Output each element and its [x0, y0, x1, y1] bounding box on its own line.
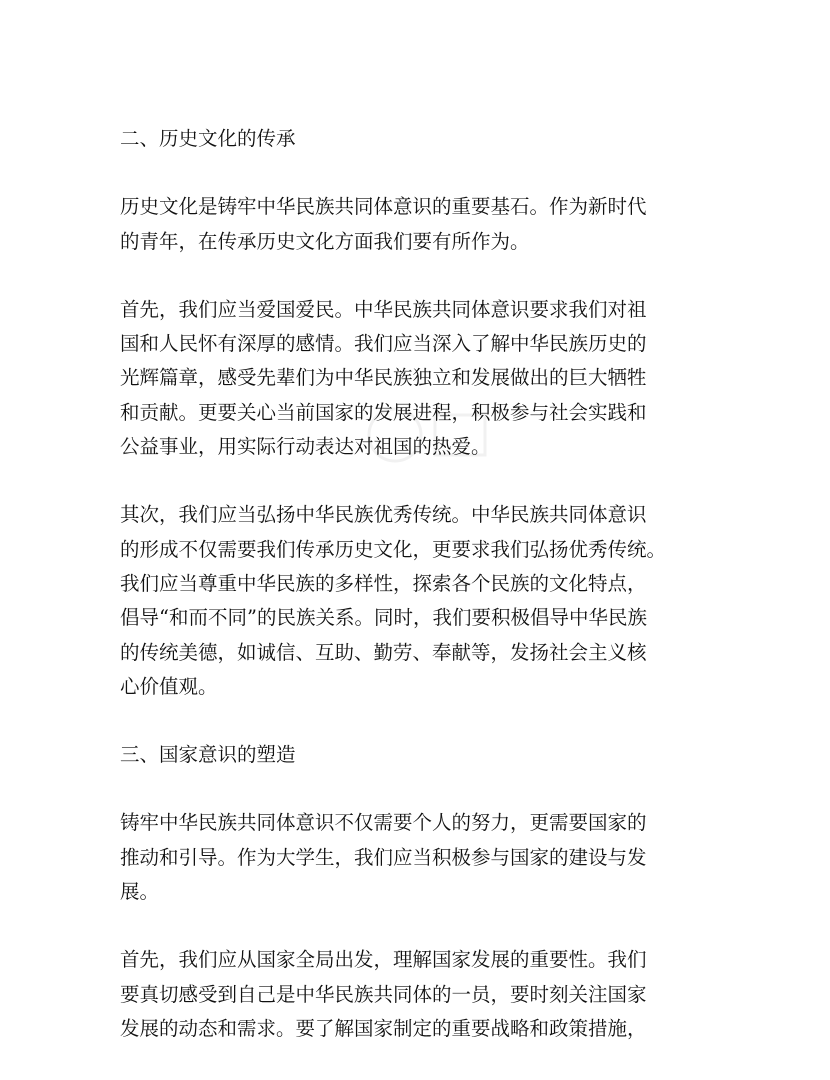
section-heading-history: 二、历史文化的传承 — [120, 127, 296, 150]
text-line: 首先，我们应当爱国爱民。中华民族共同体意识要求我们对祖 — [120, 297, 647, 321]
text-line: 首先，我们应从国家全局出发，理解国家发展的重要性。我们 — [120, 948, 647, 972]
text-line: 要真切感受到自己是中华民族共同体的一员，要时刻关注国家 — [120, 982, 647, 1006]
text-line: 国和人民怀有深厚的感情。我们应当深入了解中华民族历史的 — [120, 332, 647, 356]
text-line: 倡导“和而不同”的民族关系。同时，我们要积极倡导中华民族 — [120, 606, 647, 630]
text-line: 公益事业，用实际行动表达对祖国的热爱。 — [120, 435, 491, 459]
text-line: 发展的动态和需求。要了解国家制定的重要战略和政策措施， — [120, 1016, 647, 1040]
text-line: 的青年，在传承历史文化方面我们要有所作为。 — [120, 229, 530, 253]
text-line: 推动和引导。作为大学生，我们应当积极参与国家的建设与发 — [120, 845, 647, 869]
text-line: 心价值观。 — [120, 674, 218, 698]
section-heading-national: 三、国家意识的塑造 — [120, 743, 296, 767]
text-line: 光辉篇章，感受先辈们为中华民族独立和发展做出的巨大牺牲 — [120, 366, 647, 390]
text-line: 展。 — [120, 880, 160, 904]
document-body — [120, 122, 715, 1080]
text-line: 的传统美德，如诚信、互助、勤劳、奉献等，发扬社会主义核 — [120, 640, 647, 664]
paragraph-history-intro — [120, 190, 715, 259]
paragraph-national-first — [120, 943, 715, 1046]
paragraph-tradition — [120, 498, 715, 704]
text-line: 其次，我们应当弘扬中华民族优秀传统。中华民族共同体意识 — [120, 503, 647, 527]
text-line: 历史文化是铸牢中华民族共同体意识的重要基石。作为新时代 — [120, 195, 647, 219]
paragraph-national-intro — [120, 806, 715, 909]
text-line: 我们应当尊重中华民族的多样性，探索各个民族的文化特点， — [120, 571, 647, 595]
text-line: 和贡献。更要关心当前国家的发展进程，积极参与社会实践和 — [120, 400, 647, 424]
text-line: 铸牢中华民族共同体意识不仅需要个人的努力，更需要国家的 — [120, 811, 647, 835]
paragraph-patriotism — [120, 293, 715, 464]
text-line: 的形成不仅需要我们传承历史文化，更要求我们弘扬优秀传统。 — [120, 537, 667, 561]
